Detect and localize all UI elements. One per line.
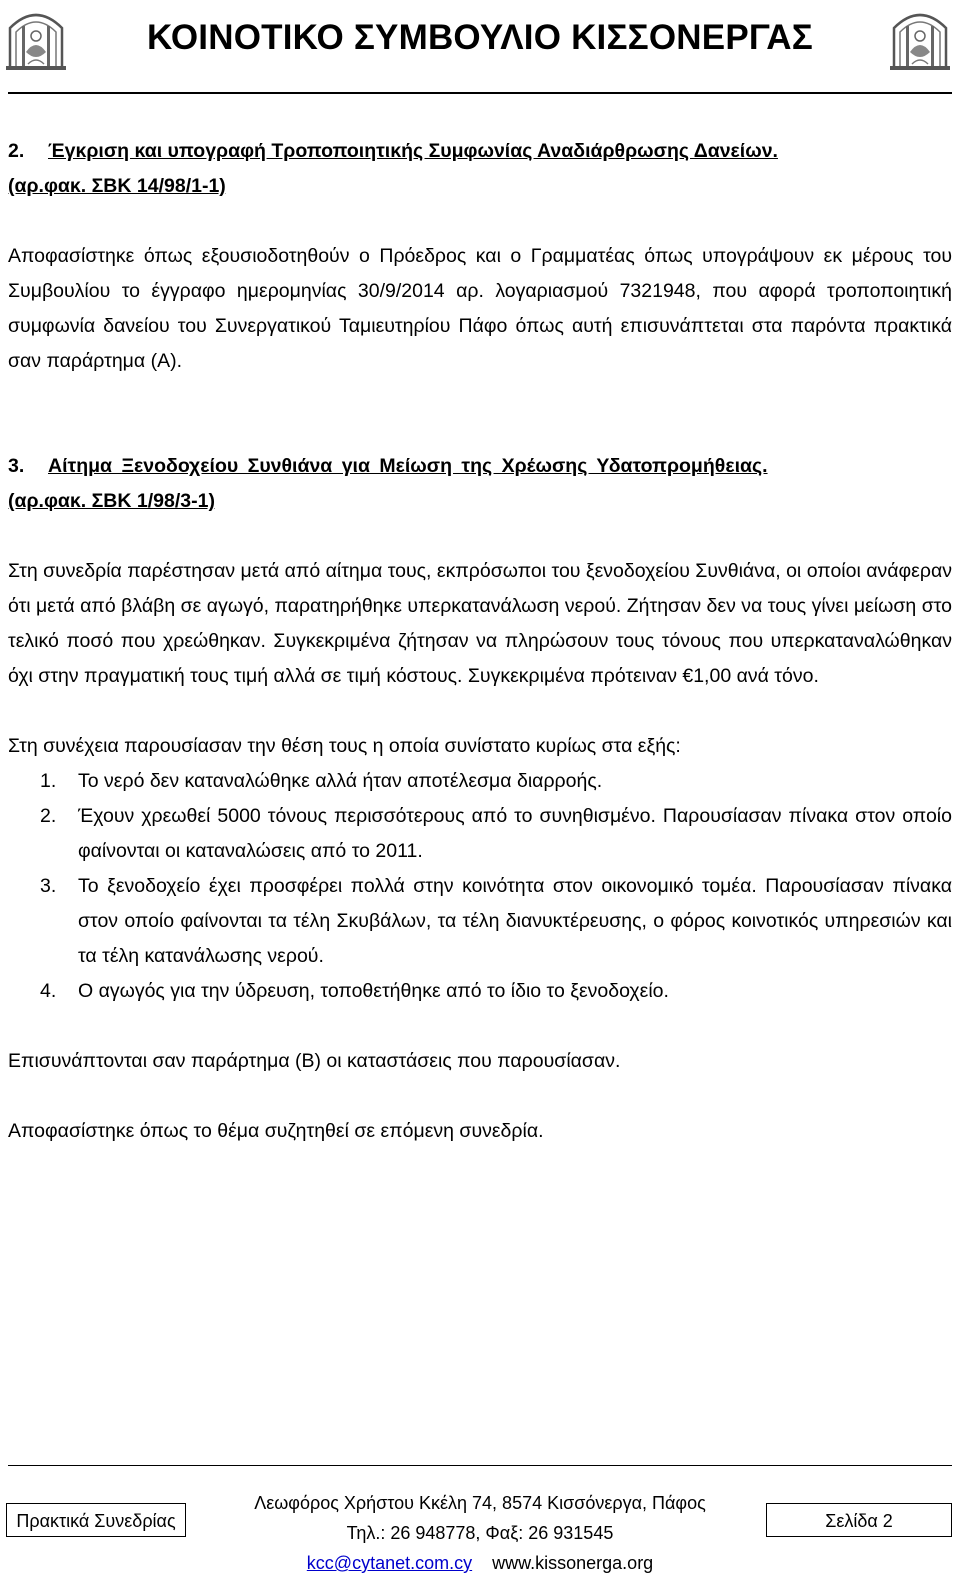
list-item [8, 974, 952, 1009]
page-number: Σελίδα 2 [766, 1503, 952, 1537]
list-number: 2. [40, 805, 57, 827]
contact-info [200, 1488, 760, 1578]
list-number: 4. [40, 980, 57, 1002]
file-reference: (αρ.φακ. ΣΒΚ 14/98/1-1) [8, 175, 226, 197]
list-text: Ο αγωγός για την ύδρευση, τοποθετήθηκε από το ίδιο το ξενοδοχείο. [78, 980, 669, 1002]
footer-divider [8, 1465, 952, 1466]
list-number: 1. [40, 770, 57, 792]
section-3 [8, 449, 952, 1149]
page-header [0, 0, 960, 100]
section-2 [8, 134, 952, 379]
section-title: Αίτημα Ξενοδοχείου Συνθιάνα για Μείωση της Χρέωσης Υδατοπρομήθειας. [48, 455, 768, 477]
position-list [8, 764, 952, 1009]
body-paragraph: Επισυνάπτονται σαν παράρτημα (Β) οι καταστάσεις που παρουσίασαν. [8, 1050, 621, 1072]
email-link[interactable]: kcc@cytanet.com.cy [306, 1553, 473, 1573]
section-heading [8, 134, 952, 169]
section-heading [8, 449, 952, 484]
list-text: Έχουν χρεωθεί 5000 τόνους περισσότερους από το συνηθισμένο. Παρουσίασαν πίνακα στον οποίο φαίνονται οι καταναλώσεις από το 2011. [78, 805, 952, 862]
decision-paragraph: Αποφασίστηκε όπως εξουσιοδοτηθούν ο Πρόεδρος και ο Γραμματέας όπως υπογράψουν εκ μέρους του Συμβουλίου το έγγραφο ημερομηνίας 30/9/2014 αρ. λογαριασμού 7321948, που αφορά τροποποιητική συμφωνία δανείου του Συνεργατικού Ταμιευτηρίου Πάφο όπως αυτή επισυνάπτεται στα παρόντα πρακτικά σαν παράρτημα (Α). [8, 245, 952, 372]
village-emblem-icon [888, 6, 952, 72]
list-text: Το ξενοδοχείο έχει προσφέρει πολλά στην κοινότητα στον οικονομικό τομέα. Παρουσίασαν πίνακα στον οποίο φαίνονται τα τέλη Σκυβάλων, τα τέλη διανυκτέρευσης, ο φόρος κοινοτικός υπηρεσιών και τα τέλη κατανάλωσης νερού. [78, 875, 952, 967]
phone-fax: Τηλ.: 26 948778, Φαξ: 26 931545 [346, 1523, 614, 1543]
file-reference: (αρ.φακ. ΣΒΚ 1/98/3-1) [8, 490, 215, 512]
section-number: 3. [8, 455, 25, 477]
list-item [8, 799, 952, 869]
decision-paragraph: Αποφασίστηκε όπως το θέμα συζητηθεί σε επόμενη συνεδρία. [8, 1120, 544, 1142]
list-item [8, 764, 952, 799]
section-title: Έγκριση και υπογραφή Τροποποιητικής Συμφωνίας Αναδιάρθρωσης Δανείων. [48, 140, 778, 162]
address: Λεωφόρος Χρήστου Κκέλη 74, 8574 Κισσόνεργα, Πάφος [254, 1493, 706, 1513]
list-text: Το νερό δεν καταναλώθηκε αλλά ήταν αποτέλεσμα διαρροής. [78, 770, 603, 792]
header-divider [8, 92, 952, 94]
body-paragraph: Στη συνεδρία παρέστησαν μετά από αίτημα τους, εκπρόσωποι του ξενοδοχείου Συνθιάνα, οι οποίοι ανάφεραν ότι μετά από βλάβη σε αγωγό, παρατηρήθηκε υπερκατανάλωση νερού. Ζήτησαν δεν να τους γίνει μείωση στο τελικό ποσό που χρεώθηκαν. Συγκεκριμένα ζήτησαν να πληρώσουν τους τόνους που υπερκαταναλώθηκαν όχι στην πραγματική τους τιμή αλλά σε τιμή κόστους. Συγκεκριμένα πρότειναν €1,00 ανά τόνο. [8, 560, 952, 687]
document-label: Πρακτικά Συνεδρίας [6, 1503, 186, 1537]
list-item [8, 869, 952, 974]
council-title: ΚΟΙΝΟΤΙΚΟ ΣΥΜΒΟΥΛΙΟ ΚΙΣΣΟΝΕΡΓΑΣ [147, 18, 813, 57]
list-number: 3. [40, 875, 57, 897]
body-paragraph: Στη συνέχεια παρουσίασαν την θέση τους η οποία συνίστατο κυρίως στα εξής: [8, 735, 681, 757]
section-number: 2. [8, 140, 25, 162]
website: www.kissonerga.org [492, 1553, 654, 1573]
minutes-body [8, 134, 952, 1149]
